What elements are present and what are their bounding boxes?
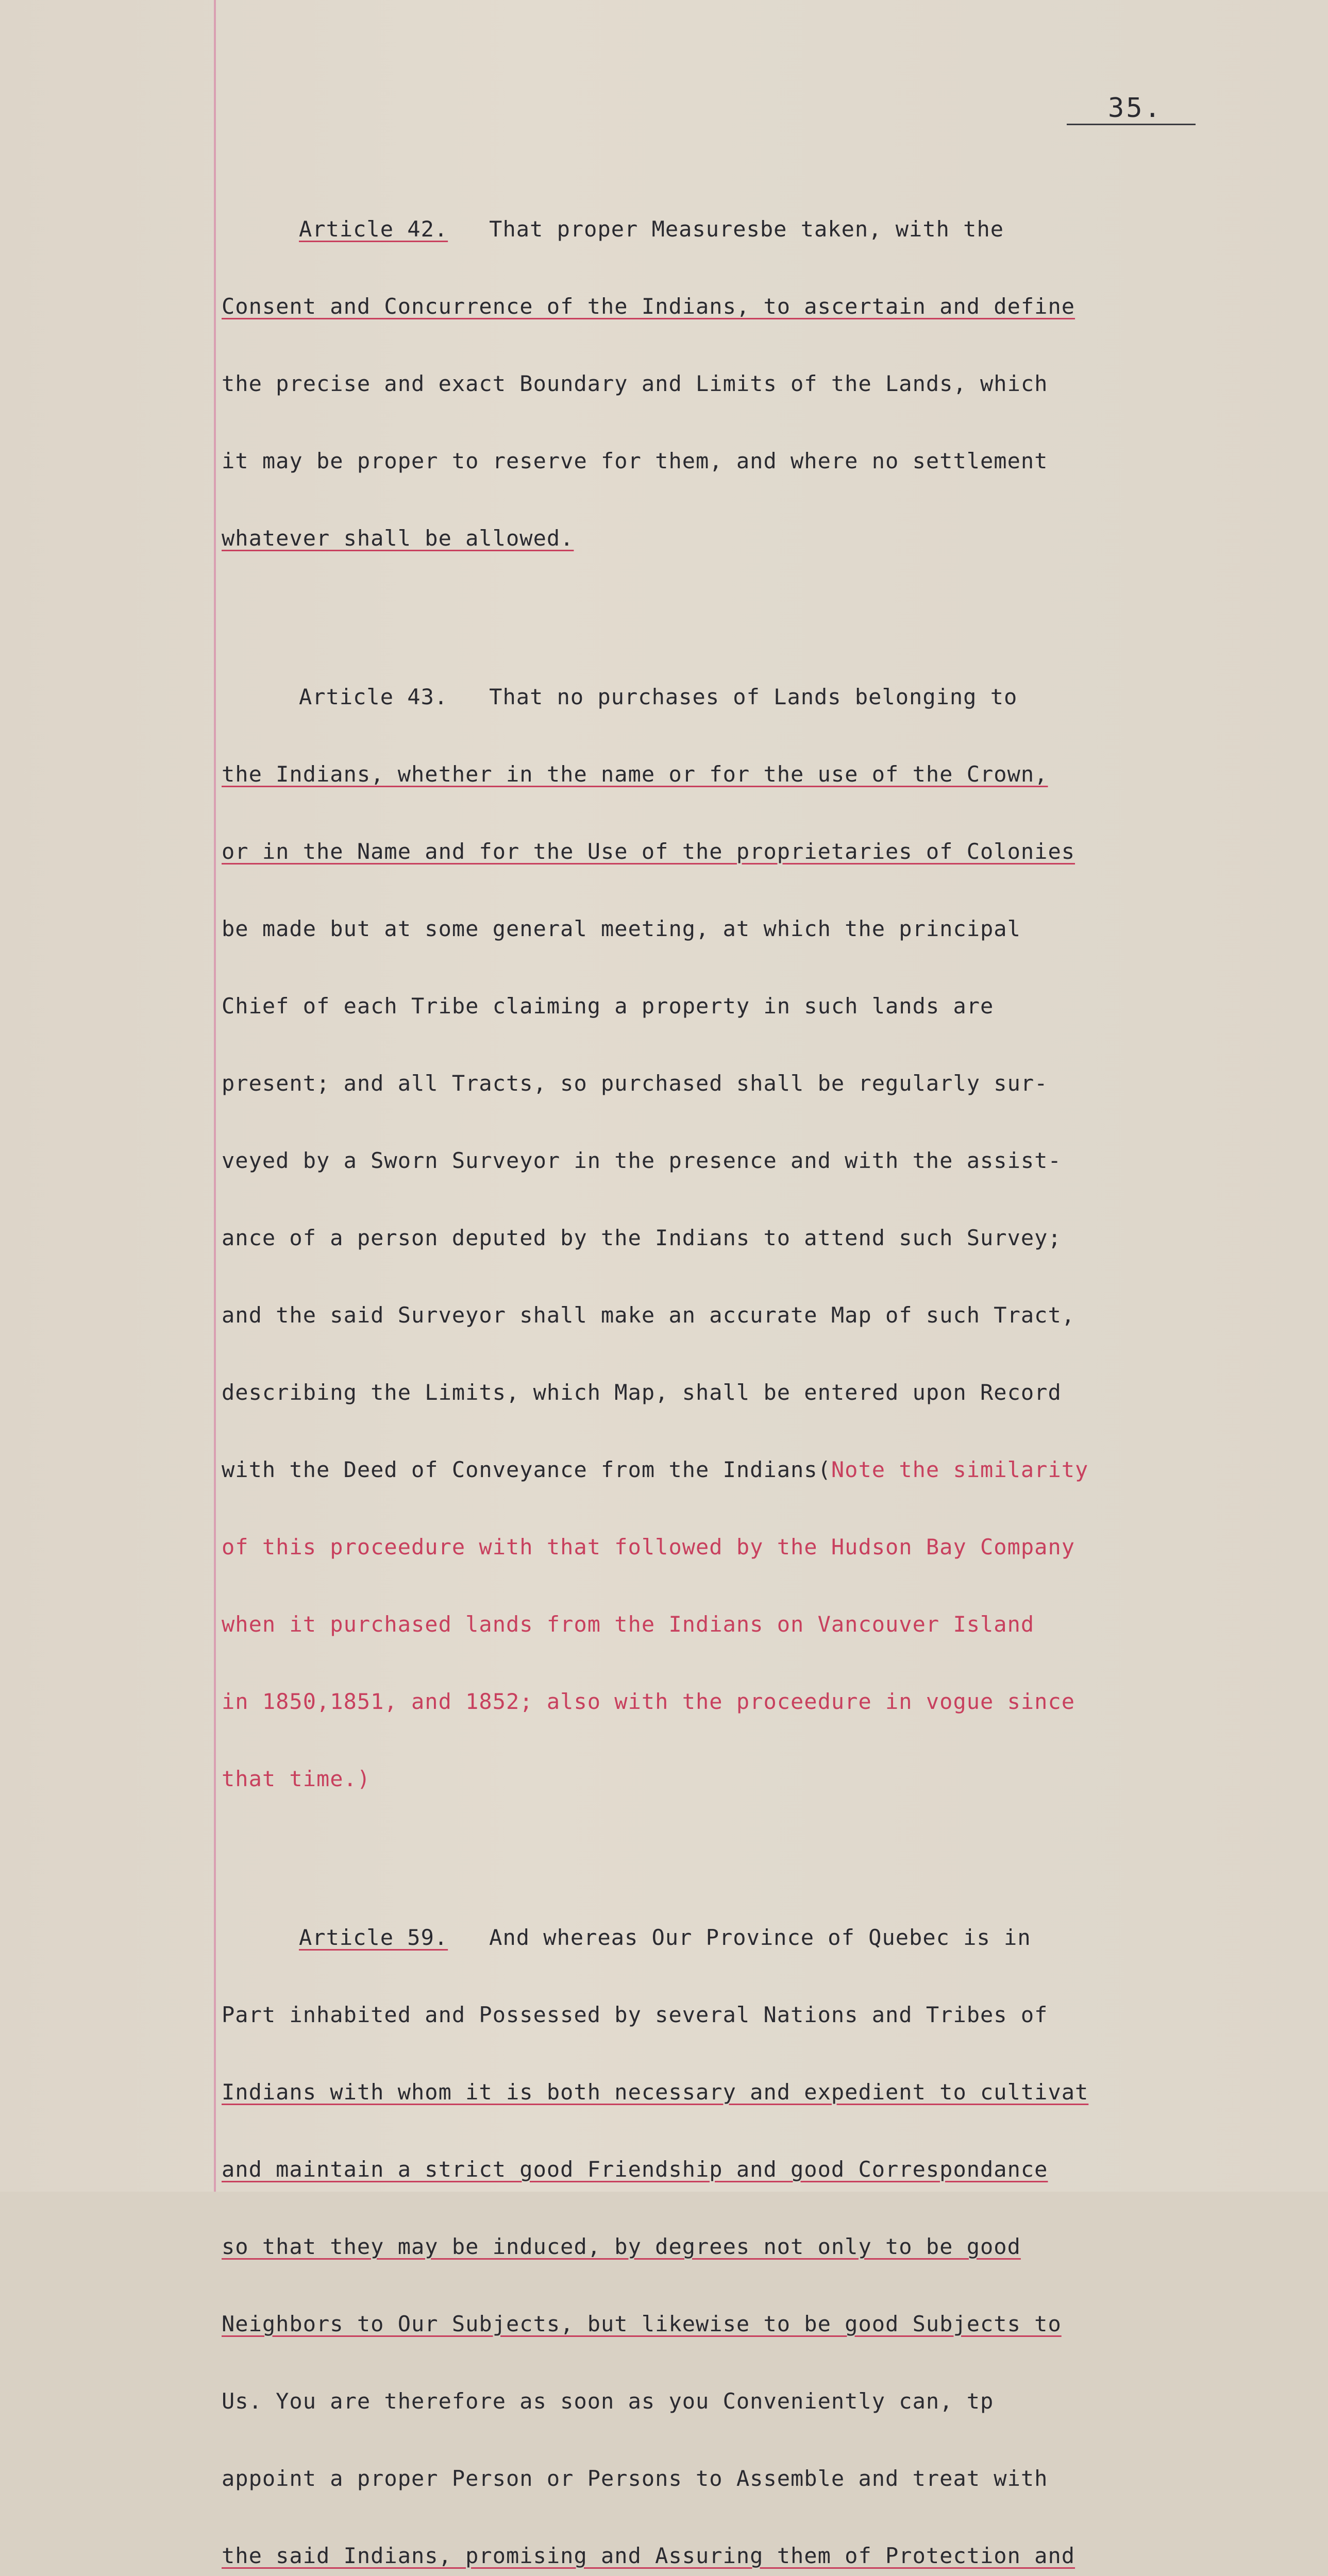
document-body <box>222 165 1273 2576</box>
text-line: Us. You are therefore as soon as you Conveniently can, tp <box>222 2388 994 2414</box>
page-number: 35. <box>1108 93 1163 124</box>
text-line: and the said Surveyor shall make an accurate Map of such Tract, <box>222 1302 1075 1328</box>
text-line: present; and all Tracts, so purchased shall be regularly sur- <box>222 1071 1048 1096</box>
text-line: with the Deed of Conveyance from the Indians(Note the similarity <box>222 1457 1089 1482</box>
text-line: be made but at some general meeting, at which the principal <box>222 916 1021 941</box>
page-number-underline <box>1067 124 1196 125</box>
article-42 <box>222 165 1273 603</box>
article-59 <box>222 1873 1273 2576</box>
article-heading: Article 43. <box>299 684 448 709</box>
text-line: and maintain a strict good Friendship and good Correspondance <box>222 2157 1048 2182</box>
text-line: describing the Limits, which Map, shall be entered upon Record <box>222 1380 1062 1405</box>
text-line: the Indians, whether in the name or for the use of the Crown, <box>222 761 1048 787</box>
article-heading: Article 42. <box>299 216 448 242</box>
text-line: Indians with whom it is both necessary and expedient to cultivat <box>222 2079 1089 2105</box>
text-line: it may be proper to reserve for them, and where no settlement <box>222 448 1048 473</box>
text-line: appoint a proper Person or Persons to Assemble and treat with <box>222 2466 1048 2491</box>
text-line: the precise and exact Boundary and Limits of the Lands, which <box>222 371 1048 396</box>
text-line: Article 59. And whereas Our Province of Quebec is in <box>299 1925 1031 1950</box>
text-line: the said Indians, promising and Assuring them of Protection and <box>222 2543 1075 2568</box>
annotation-line: that time.) <box>222 1766 371 1791</box>
text-line: Neighbors to Our Subjects, but likewise to be good Subjects to <box>222 2311 1062 2336</box>
annotation-note: Note the similarity <box>831 1457 1089 1482</box>
text-line: whatever shall be allowed. <box>222 526 574 551</box>
text-line: ance of a person deputed by the Indians to attend such Survey; <box>222 1225 1062 1250</box>
annotation-line: when it purchased lands from the Indians on Vancouver Island <box>222 1612 1035 1637</box>
annotation-line: in 1850,1851, and 1852; also with the proceedure in vogue since <box>222 1689 1075 1714</box>
article-43 <box>222 633 1273 1843</box>
margin-rule <box>214 0 216 2192</box>
text-line: Chief of each Tribe claiming a property in such lands are <box>222 993 994 1019</box>
article-heading: Article 59. <box>299 1925 448 1950</box>
text-line: Consent and Concurrence of the Indians, to ascertain and define <box>222 294 1075 319</box>
text-line: veyed by a Sworn Surveyor in the presence and with the assist- <box>222 1148 1062 1173</box>
text-line: Part inhabited and Possessed by several Nations and Tribes of <box>222 2002 1048 2027</box>
annotation-line: of this proceedure with that followed by the Hudson Bay Company <box>222 1534 1075 1560</box>
text-line: Article 42. That proper Measuresbe taken, with the <box>299 216 1004 242</box>
text-line: or in the Name and for the Use of the proprietaries of Colonies <box>222 839 1075 864</box>
text-line: so that they may be induced, by degrees not only to be good <box>222 2234 1021 2259</box>
text-line: Article 43. That no purchases of Lands belonging to <box>299 684 1018 709</box>
